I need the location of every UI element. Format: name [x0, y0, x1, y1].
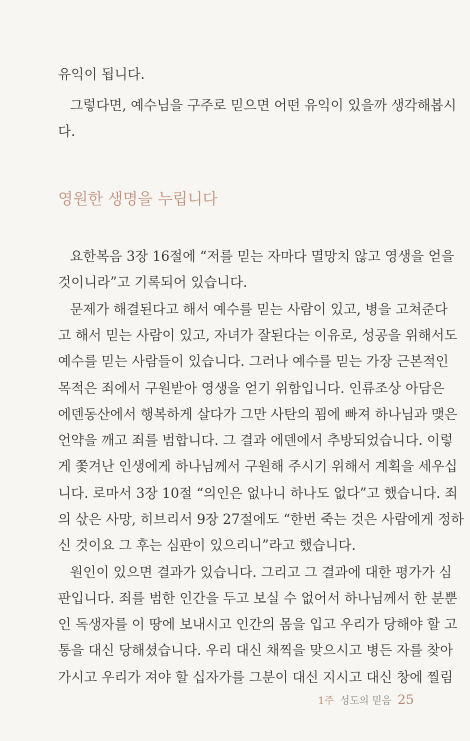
text-line: 유익이 됩니다. [58, 67, 145, 83]
text-line: 목적은 죄에서 구원받아 영생을 얻기 위함입니다. 인류조상 아담은 [58, 381, 445, 397]
page-footer [318, 692, 414, 708]
text-line: 인 독생자를 이 땅에 보내시고 인간의 몸을 입고 우리가 당해야 할 고 [58, 617, 458, 633]
text-line: 요한복음 3장 16절에 “저를 믿는 자마다 멸망치 않고 영생을 얻을 [70, 249, 455, 265]
text-line: 문제가 해결된다고 해서 예수를 믿는 사람이 있고, 병을 고쳐준다 [70, 302, 448, 318]
text-line: 그렇다면, 예수님을 구주로 믿으면 어떤 유익이 있을까 생각해봅시 [70, 98, 457, 114]
text-line: 판입니다. 죄를 범한 인간을 두고 보실 수 없어서 하나님께서 한 분뿐 [58, 591, 458, 607]
text-line: 것이니라”고 기록되어 있습니다. [58, 275, 248, 291]
text-line: 게 쫓겨난 인생에게 하나님께서 구원해 주시기 위해서 계획을 세우십 [58, 459, 458, 475]
text-line: 신 것이요 그 후는 심판이 있으리니”라고 했습니다. [58, 538, 356, 554]
text-line: 가시고 우리가 져야 할 십자가를 그분이 대신 지시고 대신 창에 찔림 [58, 670, 454, 686]
page-number: 25 [397, 693, 414, 708]
footer-chapter: 1주 [317, 696, 334, 707]
text-line: 니다. 로마서 3장 10절 “의인은 없나니 하나도 없다”고 했습니다. 죄 [58, 486, 458, 502]
text-line: 고 해서 믿는 사람이 있고, 자녀가 잘된다는 이유로, 성공을 위해서도 [58, 328, 458, 344]
text-line: 에덴동산에서 행복하게 살다가 그만 사탄의 꾐에 빠져 하나님과 맺은 [58, 407, 458, 423]
text-line: 의 삯은 사망, 히브리서 9장 27절에도 “한번 죽는 것은 사람에게 정하 [58, 512, 464, 528]
text-line: 원인이 있으면 결과가 있습니다. 그리고 그 결과에 대한 평가가 심 [70, 565, 452, 581]
text-line: 예수를 믿는 사람들이 있습니다. 그러나 예수를 믿는 가장 근본적인 [58, 354, 449, 370]
text-line: 다. [58, 124, 76, 140]
text-line: 언약을 깨고 죄를 범합니다. 그 결과 에덴에서 추방되었습니다. 이렇 [58, 433, 454, 449]
text-line: 통을 대신 당해셨습니다. 우리 대신 채찍을 맞으시고 병든 자를 찾아 [58, 643, 454, 659]
section-heading: 영원한 생명을 누립니다 [58, 190, 218, 208]
footer-section: 성도의 믿음 [339, 696, 392, 707]
